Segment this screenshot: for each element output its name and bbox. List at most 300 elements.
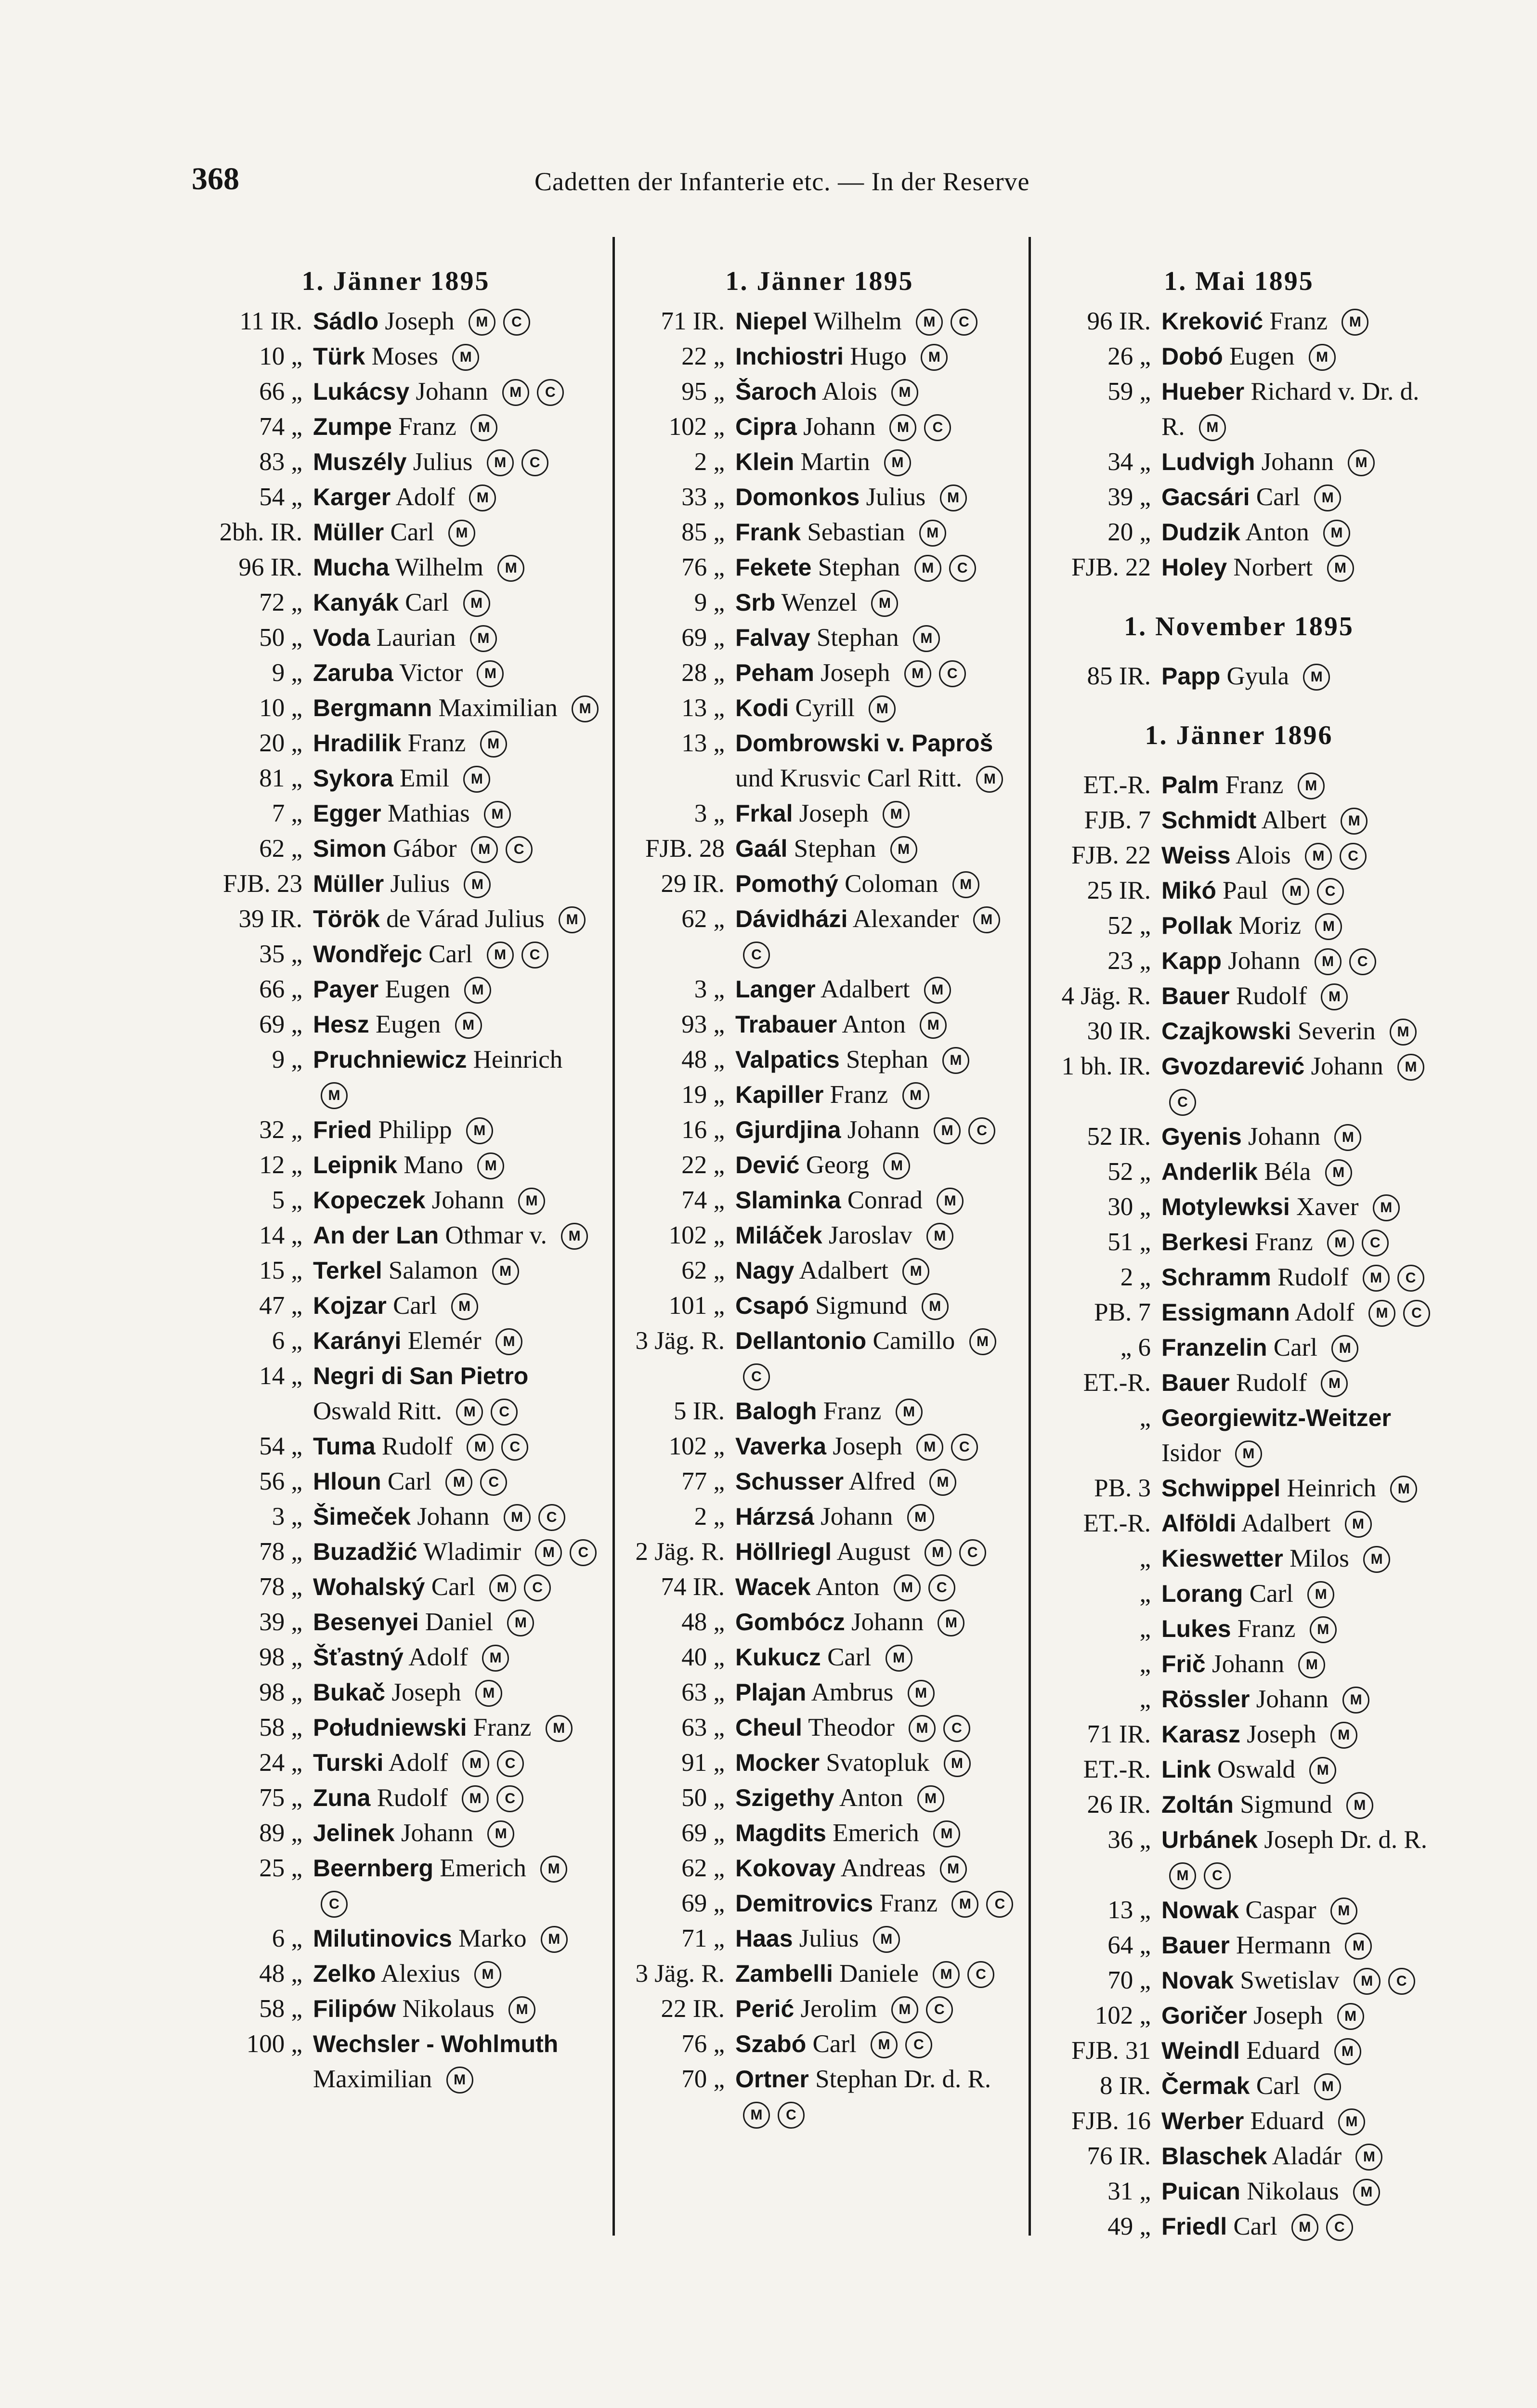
- list-entry: [621, 831, 1018, 866]
- person-name: [313, 866, 600, 902]
- list-entry: [621, 1394, 1018, 1429]
- given-name: Martin: [800, 448, 870, 476]
- unit-label: 2 „: [1120, 1263, 1151, 1291]
- list-entry: [1038, 838, 1440, 873]
- given-name: Joseph: [1247, 1720, 1316, 1748]
- medal-m-icon: M: [909, 1715, 936, 1742]
- person-name: [735, 1042, 1018, 1077]
- list-entry: [621, 1534, 1018, 1570]
- surname: Zelko: [313, 1960, 376, 1987]
- list-entry: [192, 937, 600, 972]
- unit-label: 85 „: [681, 518, 725, 546]
- given-name: Carl: [390, 518, 434, 546]
- surname: Essigmann: [1161, 1299, 1290, 1326]
- medal-c-icon: C: [926, 1996, 953, 2023]
- person-name: [313, 1499, 600, 1534]
- unit-label: 62 „: [681, 905, 725, 933]
- surname: Frank: [735, 519, 801, 546]
- medal-m-icon: M: [1315, 913, 1342, 940]
- unit-label: FJB. 7: [1084, 806, 1151, 834]
- given-name: Xaver: [1296, 1193, 1359, 1221]
- surname: Klein: [735, 448, 795, 475]
- person-name: [735, 1745, 1018, 1780]
- medal-c-icon: C: [959, 1539, 986, 1566]
- person-name: [735, 1921, 1018, 1956]
- list-entry: [621, 1148, 1018, 1183]
- unit-label: 96 IR.: [1087, 307, 1151, 335]
- list-entry: [1038, 515, 1440, 550]
- unit-label: 76 „: [681, 2030, 725, 2058]
- given-name: Eugen: [375, 1010, 441, 1038]
- given-name: Mano: [404, 1151, 463, 1179]
- unit-label: 83 „: [259, 448, 302, 476]
- medal-m-icon: M: [518, 1188, 545, 1215]
- medal-m-icon: M: [455, 1012, 482, 1039]
- list-entry: [192, 480, 600, 515]
- person-name: [1161, 480, 1440, 515]
- surname: Egger: [313, 800, 381, 827]
- person-name: [1161, 1260, 1440, 1295]
- unit-label: 33 „: [681, 483, 725, 511]
- person-name: [1161, 339, 1440, 374]
- unit-label: 76 „: [681, 553, 725, 581]
- surname: Wechsler - Wohlmuth: [313, 2030, 559, 2057]
- surname: Bauer: [1161, 1932, 1230, 1959]
- person-name: [313, 515, 600, 550]
- medal-m-icon: M: [908, 1680, 935, 1707]
- medal-m-icon: M: [1321, 1370, 1348, 1397]
- unit-label: „: [1139, 1544, 1151, 1572]
- list-entry: [192, 1359, 600, 1429]
- person-name: [1161, 659, 1440, 694]
- person-name: [735, 972, 1018, 1007]
- given-name: Stephan: [816, 624, 899, 652]
- given-name: Wilhelm: [395, 553, 483, 581]
- person-name: [1161, 1822, 1440, 1893]
- unit-label: 8 IR.: [1100, 2072, 1151, 2100]
- given-name: Victor: [399, 659, 463, 687]
- list-entry: [1038, 304, 1440, 339]
- medal-m-icon: M: [904, 660, 931, 687]
- medal-m-icon: M: [507, 1610, 534, 1636]
- unit-label: 30 IR.: [1087, 1017, 1151, 1045]
- medal-m-icon: M: [1337, 2003, 1364, 2030]
- surname: Filipów: [313, 1995, 396, 2022]
- person-name: [313, 1605, 600, 1640]
- unit-label: 58 „: [259, 1995, 302, 2023]
- given-name: Heinrich: [473, 1046, 563, 1073]
- unit-label: 31 „: [1107, 2177, 1151, 2205]
- surname: Miláček: [735, 1222, 822, 1249]
- surname: Inchiostri: [735, 343, 844, 370]
- surname: Kodi: [735, 694, 789, 721]
- person-name: [313, 550, 600, 585]
- person-name: [313, 761, 600, 796]
- unit-label: 85 IR.: [1087, 662, 1151, 690]
- medal-m-icon: M: [1330, 1898, 1357, 1924]
- person-name: [735, 1605, 1018, 1640]
- given-name: Oswald: [1217, 1755, 1295, 1783]
- person-name: [313, 409, 600, 445]
- person-name: [1161, 1225, 1440, 1260]
- person-name: [313, 1359, 600, 1429]
- given-name: Maximilian: [438, 694, 558, 722]
- list-entry: [1038, 803, 1440, 838]
- medal-m-icon: M: [891, 1996, 918, 2023]
- given-name: Johann: [1248, 1123, 1321, 1151]
- list-entry: [1038, 550, 1440, 585]
- medal-m-icon: M: [942, 1047, 969, 1074]
- given-name: Carl: [1273, 1334, 1317, 1361]
- surname: Papp: [1161, 663, 1221, 690]
- given-name: Franz: [879, 1889, 938, 1917]
- surname: Fekete: [735, 554, 812, 581]
- list-entry: [621, 1253, 1018, 1288]
- medal-c-icon: C: [503, 309, 530, 336]
- medal-m-icon: M: [940, 1856, 967, 1883]
- surname: Zambelli: [735, 1960, 833, 1987]
- medal-m-icon: M: [1334, 2038, 1361, 2065]
- person-name: [313, 1745, 600, 1780]
- given-name: Julius: [390, 870, 450, 898]
- surname: Hloun: [313, 1468, 381, 1495]
- given-name: Johann: [851, 1608, 924, 1636]
- unit-label: FJB. 22: [1071, 841, 1151, 869]
- list-entry: [192, 1956, 600, 1991]
- unit-label: 71 „: [681, 1924, 725, 1952]
- surname: Kanyák: [313, 589, 399, 616]
- surname: Szabó: [735, 2030, 807, 2057]
- given-name: Rudolf: [1277, 1263, 1349, 1291]
- list-entry: [192, 796, 600, 831]
- person-name: [735, 902, 1018, 972]
- unit-label: 69 „: [681, 1819, 725, 1847]
- unit-label: 62 „: [681, 1854, 725, 1882]
- medal-c-icon: C: [943, 1715, 970, 1742]
- given-name: Adalbert: [821, 975, 910, 1003]
- medal-c-icon: C: [743, 1363, 770, 1390]
- list-entry: [1038, 1471, 1440, 1506]
- person-name: [313, 445, 600, 480]
- person-name: [735, 831, 1018, 866]
- unit-label: 102 „: [1094, 2002, 1151, 2029]
- surname: Ortner: [735, 2066, 809, 2093]
- list-entry: [621, 1851, 1018, 1886]
- person-name: [1161, 1541, 1440, 1576]
- unit-label: 51 „: [1107, 1228, 1151, 1256]
- surname: Kreković: [1161, 308, 1263, 335]
- surname: Trabauer: [735, 1011, 837, 1038]
- person-name: [1161, 1998, 1440, 2033]
- given-name: Theodor: [808, 1714, 895, 1741]
- given-name: Eduard: [1246, 2037, 1320, 2065]
- list-entry: [1038, 873, 1440, 908]
- unit-label: „: [1139, 1685, 1151, 1713]
- unit-label: 91 „: [681, 1749, 725, 1777]
- list-entry: [192, 1323, 600, 1359]
- person-name: [1161, 1893, 1440, 1928]
- list-entry: [192, 1499, 600, 1534]
- list-entry: [621, 1218, 1018, 1253]
- given-name: Nikolaus: [402, 1995, 495, 2023]
- surname: Kukucz: [735, 1644, 821, 1671]
- surname: Dević: [735, 1152, 800, 1178]
- given-name: Alfred: [848, 1467, 915, 1495]
- medal-m-icon: M: [916, 1434, 943, 1461]
- surname: Beernberg: [313, 1855, 434, 1882]
- given-name: Julius: [413, 448, 473, 476]
- medal-m-icon: M: [1323, 520, 1350, 547]
- list-entry: [621, 1499, 1018, 1534]
- person-name: [735, 1499, 1018, 1534]
- person-name: [1161, 2033, 1440, 2068]
- medal-m-icon: M: [464, 871, 491, 898]
- medal-m-icon: M: [451, 1293, 478, 1320]
- list-entry: [621, 339, 1018, 374]
- unit-label: 10 „: [259, 694, 302, 722]
- unit-label: 19 „: [681, 1081, 725, 1109]
- surname: Slaminka: [735, 1187, 841, 1214]
- given-name: Othmar v.: [445, 1221, 547, 1249]
- person-name: [313, 1288, 600, 1323]
- medal-c-icon: C: [570, 1539, 597, 1566]
- unit-label: 71 IR.: [661, 307, 725, 335]
- column-1: [192, 264, 600, 2097]
- given-name: Joseph: [833, 1432, 902, 1460]
- surname: Karasz: [1161, 1721, 1240, 1748]
- given-name: Sigmund: [815, 1292, 908, 1320]
- unit-label: 40 „: [681, 1643, 725, 1671]
- list-entry: [192, 1991, 600, 2027]
- given-name: Hugo: [850, 342, 907, 370]
- given-name: Carl: [812, 2030, 857, 2058]
- person-name: [735, 1570, 1018, 1605]
- given-name: Alois: [1235, 841, 1291, 869]
- list-entry: [1038, 979, 1440, 1014]
- person-name: [313, 1956, 600, 1991]
- medal-m-icon: M: [894, 1574, 921, 1601]
- list-entry: [621, 1675, 1018, 1710]
- medal-c-icon: C: [537, 379, 564, 406]
- list-entry: [192, 902, 600, 937]
- list-entry: [621, 726, 1018, 796]
- medal-m-icon: M: [463, 590, 490, 617]
- list-entry: [192, 1218, 600, 1253]
- unit-label: 9 „: [694, 589, 725, 616]
- section-heading: 1. November 1895: [1124, 612, 1354, 641]
- unit-label: 20 „: [1107, 518, 1151, 546]
- surname: Puican: [1161, 2178, 1240, 2205]
- unit-label: 100 „: [246, 2030, 302, 2058]
- list-entry: [1038, 374, 1440, 445]
- medal-m-icon: M: [1309, 344, 1336, 371]
- unit-label: 16 „: [681, 1116, 725, 1144]
- column-3: [1038, 264, 1440, 2244]
- medal-m-icon: M: [471, 836, 498, 863]
- medal-m-icon: M: [952, 871, 979, 898]
- list-entry: [192, 585, 600, 620]
- unit-label: 10 „: [259, 342, 302, 370]
- list-entry: [192, 1183, 600, 1218]
- given-name: Johann: [821, 1503, 893, 1531]
- surname: Franzelin: [1161, 1334, 1267, 1361]
- person-name: [1161, 838, 1440, 873]
- list-entry: [621, 1042, 1018, 1077]
- list-entry: [621, 1464, 1018, 1499]
- surname: Langer: [735, 976, 816, 1003]
- given-name: Franz: [1269, 307, 1328, 335]
- list-entry: [1038, 480, 1440, 515]
- given-name: Adalbert: [1241, 1509, 1331, 1537]
- unit-label: 78 „: [259, 1573, 302, 1601]
- surname: Hueber: [1161, 378, 1245, 405]
- person-name: [735, 1780, 1018, 1816]
- list-entry: [192, 1429, 600, 1464]
- list-entry: [192, 1816, 600, 1851]
- list-entry: [1038, 1049, 1440, 1119]
- unit-label: 13 „: [681, 729, 725, 757]
- person-name: [735, 480, 1018, 515]
- surname: Kopeczek: [313, 1187, 426, 1214]
- medal-m-icon: M: [1305, 843, 1332, 870]
- unit-label: 5 „: [272, 1186, 302, 1214]
- list-entry: [1038, 659, 1440, 694]
- list-entry: [192, 1675, 600, 1710]
- person-name: [735, 1886, 1018, 1921]
- medal-m-icon: M: [469, 484, 496, 511]
- given-name: Coloman: [845, 870, 938, 898]
- list-entry: [621, 1780, 1018, 1816]
- list-entry: [192, 1640, 600, 1675]
- surname: Rössler: [1161, 1686, 1250, 1713]
- unit-label: 101 „: [668, 1292, 725, 1320]
- surname: Schusser: [735, 1468, 844, 1495]
- surname: Gacsári: [1161, 484, 1250, 510]
- given-name: Emil: [400, 764, 450, 792]
- given-name: Nikolaus: [1247, 2177, 1339, 2205]
- unit-label: 95 „: [681, 378, 725, 406]
- medal-m-icon: M: [922, 1293, 949, 1320]
- medal-m-icon: M: [976, 766, 1003, 793]
- person-name: [735, 866, 1018, 902]
- list-entry: [1038, 1225, 1440, 1260]
- surname: Frič: [1161, 1650, 1206, 1677]
- list-entry: [1038, 1190, 1440, 1225]
- list-entry: [1038, 1295, 1440, 1330]
- person-name: [1161, 1682, 1440, 1717]
- given-name: Severin: [1297, 1017, 1376, 1045]
- medal-c-icon: C: [949, 555, 976, 582]
- surname: Schmidt: [1161, 807, 1257, 834]
- list-entry: [192, 726, 600, 761]
- medal-m-icon: M: [456, 1399, 483, 1426]
- medal-m-icon: M: [463, 766, 490, 793]
- person-name: [1161, 2209, 1440, 2244]
- medal-c-icon: C: [321, 1891, 348, 1918]
- surname: Lorang: [1161, 1580, 1243, 1607]
- given-name: Heinrich: [1287, 1474, 1376, 1502]
- list-entry: [1038, 1611, 1440, 1647]
- list-entry: [192, 1780, 600, 1816]
- given-name: und Krusvic Carl Ritt.: [735, 764, 963, 792]
- given-name: Johann: [431, 1186, 504, 1214]
- medal-m-icon: M: [452, 344, 479, 371]
- person-name: [735, 1710, 1018, 1745]
- medal-m-icon: M: [951, 1891, 978, 1918]
- medal-m-icon: M: [541, 1926, 568, 1953]
- given-name: Philipp: [378, 1116, 452, 1144]
- medal-m-icon: M: [446, 2067, 473, 2094]
- surname: Południewski: [313, 1714, 467, 1741]
- list-entry: [1038, 1752, 1440, 1787]
- person-name: [1161, 1400, 1440, 1471]
- surname: Novak: [1161, 1967, 1234, 1994]
- person-name: [1161, 1752, 1440, 1787]
- given-name: Franz: [473, 1714, 532, 1741]
- given-name: Carl: [431, 1573, 475, 1601]
- medal-c-icon: C: [743, 942, 770, 968]
- medal-m-icon: M: [462, 1785, 489, 1812]
- given-name: Milos: [1290, 1544, 1349, 1572]
- unit-label: 102 „: [668, 413, 725, 441]
- list-entry: [192, 1148, 600, 1183]
- unit-label: 52 IR.: [1087, 1123, 1151, 1151]
- given-name: Moriz: [1238, 912, 1302, 940]
- surname: Vaverka: [735, 1433, 827, 1460]
- unit-label: 63 „: [681, 1714, 725, 1741]
- list-entry: [621, 1429, 1018, 1464]
- given-name: Johann: [847, 1116, 920, 1144]
- list-entry: [621, 1183, 1018, 1218]
- given-name: Franz: [407, 729, 466, 757]
- medal-m-icon: M: [1331, 1335, 1358, 1362]
- medal-m-icon: M: [1307, 1581, 1334, 1608]
- surname: Voda: [313, 624, 370, 651]
- list-entry: [621, 585, 1018, 620]
- person-name: [735, 1112, 1018, 1148]
- list-entry: [1038, 2033, 1440, 2068]
- person-name: [735, 1007, 1018, 1042]
- medal-m-icon: M: [925, 1539, 951, 1566]
- surname: Terkel: [313, 1257, 382, 1284]
- medal-m-icon: M: [973, 906, 1000, 933]
- person-name: [1161, 304, 1440, 339]
- surname: Höllriegl: [735, 1538, 832, 1565]
- medal-m-icon: M: [497, 555, 524, 582]
- given-name: Johann: [416, 378, 488, 406]
- given-name: Caspar: [1245, 1896, 1316, 1924]
- medal-m-icon: M: [321, 1082, 348, 1109]
- surname: Karányi: [313, 1327, 402, 1354]
- medal-m-icon: M: [1373, 1194, 1400, 1221]
- section-heading: 1. Mai 1895: [1164, 266, 1314, 296]
- person-name: [313, 655, 600, 691]
- given-name: Julius: [866, 483, 926, 511]
- list-entry: [192, 304, 600, 339]
- list-entry: [192, 972, 600, 1007]
- medal-m-icon: M: [1346, 1792, 1373, 1819]
- person-name: [1161, 1963, 1440, 1998]
- given-name: Carl: [429, 940, 473, 968]
- medal-m-icon: M: [869, 695, 896, 722]
- given-name: Anton: [1245, 518, 1309, 546]
- person-name: [1161, 2174, 1440, 2209]
- medal-m-icon: M: [487, 1820, 514, 1847]
- medal-m-icon: M: [917, 1785, 944, 1812]
- surname: Niepel: [735, 308, 808, 335]
- medal-m-icon: M: [474, 1961, 501, 1988]
- medal-m-icon: M: [492, 1258, 519, 1285]
